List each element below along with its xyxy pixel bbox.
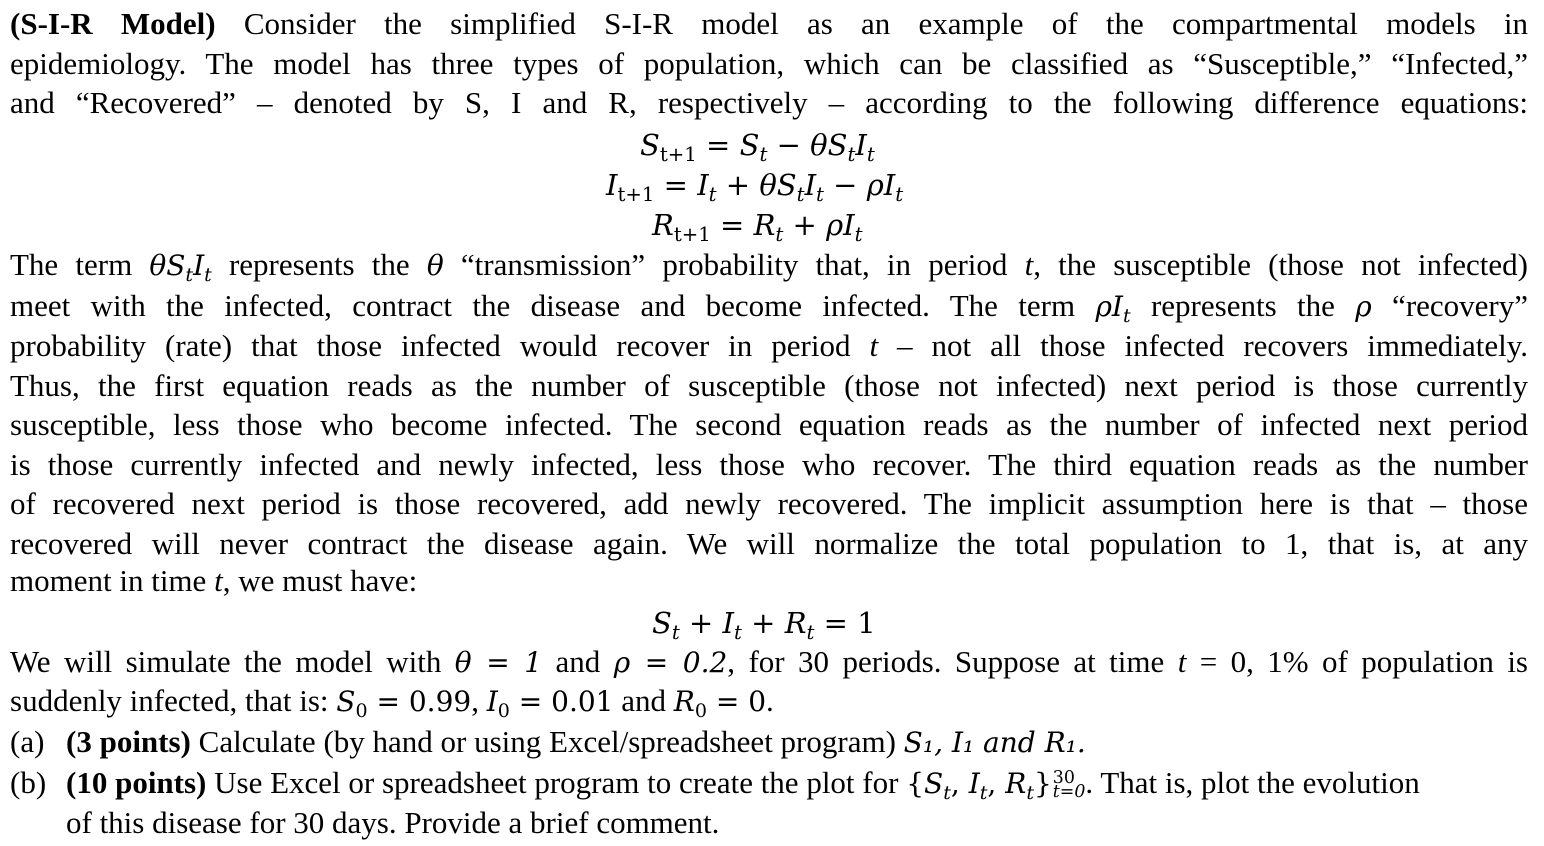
question-b-label: (b) — [10, 765, 47, 800]
equation-infected: $I_{t+1} = I_t + \theta S_tI_t - \rho I_t$ — [606, 168, 904, 207]
question-a-points: (3 points) — [66, 724, 191, 759]
r0-value: 0 — [748, 685, 767, 718]
intro-paragraph — [10, 4, 1528, 123]
body-line-5: susceptible, less those who become infected. The second equation reads as the number of infected next period — [10, 407, 1528, 442]
body-line-9: moment in time t, we must have: — [10, 563, 418, 598]
equation-recovered: $R_{t+1} = R_t + \rho I_t$ — [652, 208, 863, 247]
s0-value: 0.99 — [408, 685, 472, 718]
intro-line-2: epidemiology. The model has three types of population, which can be classified as “Susceptible,” “Infected,” — [10, 45, 1528, 81]
intro-line-1: (S-I-R Model) Consider the simplified S-I-R model as an example of the compartmental models in — [10, 6, 1529, 41]
sim-line-2: suddenly infected, that is: $S_0 = 0.99$, $I_0 = 0.01$ and $R_0 = 0$. — [10, 683, 774, 723]
explanation-paragraph — [10, 245, 1528, 563]
rho-value: ρ = 0.2 — [613, 646, 728, 679]
question-a-vars: S₁, I₁ and R₁. — [903, 726, 1086, 759]
body-line-1: The term $\theta S_tI_t$ represents the θ “transmission” probability that, in period t, the susceptible (those not infected) — [10, 247, 1529, 287]
theta-value: θ = 1 — [454, 646, 543, 679]
body-line-7: of recovered next period is those recovered, add newly recovered. The implicit assumption here is that – those — [10, 486, 1528, 521]
sim-line-1: We will simulate the model with θ = 1 and ρ = 0.2, for 30 periods. Suppose at time t = 0, 1% of population is — [10, 644, 1528, 679]
intro-line-3: and “Recovered” – denoted by S, I and R, respectively – according to the following difference equations: — [10, 85, 1528, 120]
equation-susceptible: $S_{t+1} = S_t - \theta S_tI_t$ — [640, 128, 875, 167]
question-a-label: (a) — [10, 724, 45, 759]
equation-normalization: $S_t + I_t + R_t = 1$ — [652, 606, 876, 645]
question-b-set: {$S_t$, $I_t$, $R_t$} 30 t=0 — [906, 767, 1086, 805]
simulation-paragraph — [10, 642, 1528, 683]
body-line-4: Thus, the first equation reads as the number of susceptible (those not infected) next period is those currently — [10, 367, 1528, 403]
body-line-2: meet with the infected, contract the disease and become infected. The term $\rho I_t$ represents the ρ “recovery” — [10, 287, 1528, 327]
question-b-points: (10 points) — [66, 765, 207, 800]
i0-value: 0.01 — [551, 685, 614, 718]
problem-page: (S-I-R Model) Consider the simplified S-I-R model as an example of the compartmental models in epidemiology. The model has three types of population, which can be classified as “Susceptible,” “Infected,” and “Recovered” – denoted by S, I and R, respectively – according to the following difference equations: $S_{t+1} = S_t - \theta S_tI_t$ $I_{t+1} = I_t + \theta S_tI_t - \rho I_t$ $R_{t+1} = R_t + \rho I_t$ The term $\theta S_tI_t$ represents the θ “transmission” probability that, in period t, the susceptible (those not infected) meet with the infected, contract the disease and become infected. The term $\rho I_t$ represents the ρ “recovery” probability (rate) that those infected would recover in period t – not all those infected recovers immediately. Thus, the first equation reads as the number of susceptible (those not infected) next period is those currently susceptible, less those who become infected. The second equation reads as the number of infected next period is those currently infected and newly infected, less those who recover. The third equation reads as the number of recovered next period is those recovered, add newly recovered. The implicit assumption here is that – those recovered will never contract the disease again. We will normalize the total population to 1, that is, at any moment in time t, we must have: $S_t + I_t + R_t = 1$ We will simulate the model with θ = 1 and ρ = 0.2, for 30 periods. Suppose at time t = 0, 1% of population is suddenly infected, that is: $S_0 = 0.99$, $I_0 = 0.01$ and $R_0 = 0$. (a) (3 points) Calculate (by hand or using Excel/spreadsheet program) S₁, I₁ and R₁. (b) (10 points) Use Excel or spreadsheet program to create the plot for {$S_t$, $I_t$, $R_t$} 30 t=0 . That is, plot the evolution of this disease for 30 days. Provide a brief comment. — [10, 6, 1529, 840]
body-line-6: is those currently infected and newly infected, less those who recover. The third equation reads as the number — [10, 446, 1528, 482]
problem-title: (S-I-R Model) — [10, 6, 216, 41]
body-line-8: recovered will never contract the disease again. We will normalize the total population to 1, that is, at any — [10, 525, 1528, 561]
body-line-3: probability (rate) that those infected would recover in period t – not all those infected recovers immediately. — [10, 328, 1528, 363]
